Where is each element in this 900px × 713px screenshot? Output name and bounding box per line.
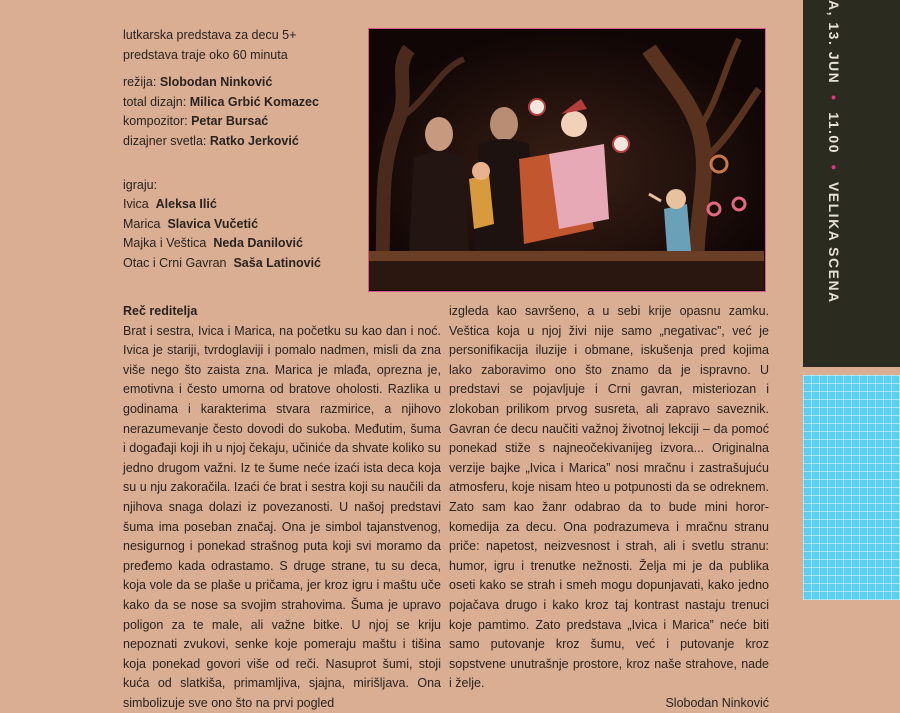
- cast-row-majka: [123, 234, 363, 254]
- crew-role: režija:: [123, 75, 157, 90]
- event-venue: VELIKA SCENA: [826, 181, 842, 304]
- article-heading: Reč reditelja: [123, 304, 198, 318]
- article-column-left: [123, 302, 441, 713]
- crew-row-lighting: [123, 132, 363, 152]
- puppet-stage-illustration: [369, 29, 764, 290]
- age-line: lutkarska predstava za decu 5+: [123, 28, 297, 42]
- cast-row-otac: [123, 254, 363, 274]
- vertical-event-info: [820, 0, 842, 360]
- cast-role: Marica: [123, 216, 161, 231]
- crew-name: Milica Grbić Komazec: [189, 94, 319, 109]
- cast-row-ivica: [123, 195, 363, 215]
- separator-dot: •: [826, 89, 842, 107]
- crew-name: Slobodan Ninković: [159, 75, 273, 90]
- cast-name: Aleksa Ilić: [155, 197, 217, 212]
- cast-role: Ivica: [123, 197, 149, 212]
- cast-name: Neda Danilović: [213, 236, 303, 251]
- cast-role: Otac i Crni Gavran: [123, 255, 227, 270]
- crew-role: total dizajn:: [123, 94, 187, 109]
- crew-name: Petar Bursać: [191, 114, 269, 129]
- article-column-right: [449, 302, 769, 713]
- credits-block: [123, 26, 363, 274]
- event-time: 11.00: [826, 112, 842, 154]
- cast-row-marica: [123, 215, 363, 235]
- crew-row-design: [123, 93, 363, 113]
- cast-name: Slavica Vučetić: [167, 216, 259, 231]
- stage-photo: [368, 28, 766, 292]
- cast-role: Majka i Veštica: [123, 236, 207, 251]
- cast-name: Saša Latinović: [233, 255, 322, 270]
- crew-role: kompozitor:: [123, 114, 188, 129]
- crew-role: dizajner svetla:: [123, 133, 207, 148]
- crew-row-director: [123, 73, 363, 93]
- cast-label: igraju:: [123, 177, 158, 192]
- duration-line: predstava traje oko 60 minuta: [123, 47, 288, 62]
- separator-dot: •: [826, 159, 842, 177]
- crew-name: Ratko Jerković: [209, 133, 299, 148]
- article-text-right: izgleda kao savršeno, a u sebi krije opasnu zamku. Veštica koja u njoj živi nije samo „negativac”, već je personifikacija iluzije i obmane, iskušenja pred kojima lako zaboravimo ono što znamo da je ispravno. U predstavi se pojavljuje i Crni gavran, misteriozan i zlokoban prilikom prvog susreta, ali zapravo saveznik. Gavran će decu naučiti važnoj životnoj lekciji – da pomoć ponekad stiže s najneočekivanijeg izvora... Originalna verzije bajke „Ivica i Marica” nosi mračnu i zastrašujuću atmosferu, koje nisam hteo u potpunosti da se odreknem. Zato sam kao žanr odabrao da to bude mini horor-komedija za decu. Ona podrazumeva i mračnu stranu priče: napetost, neizvesnost i strah, ali i svetlu stranu: humor, igru i trenutke nežnosti. Želja mi je da publika oseti kako se strah i smeh mogu dopunjavati, kako jedno pojačava drugo i kako kroz taj kontrast nastaju trenuci koje pamtimo. Zato predstava „Ivica i Marica” neće biti samo putovanje kroz šumu, već i putovanje kroz sopstvene unutrašnje prostore, kroz naše strahove, nade i želje.: [449, 304, 769, 691]
- event-date: A, 13. JUN: [826, 0, 842, 85]
- article-signature: Slobodan Ninković: [665, 695, 769, 710]
- side-strip-dark: [803, 0, 900, 367]
- crew-row-composer: [123, 112, 363, 132]
- side-strip-blue-grid: [803, 375, 900, 600]
- article-text-left: Brat i sestra, Ivica i Marica, na početku su kao dan i noć. Ivica je stariji, tvrdoglaviji i pomalo nadmen, misli da zna više nego što zaista zna. Marica je mlađa, oprezna je, emotivna i često umorna od bratove oholosti. Razlika u godinama i karakterima stvara razmirice, a njihovo nerazumevanje često dovodi do sukoba. Međutim, šuma i događaji koji ih u njoj čekaju, učiniće da shvate koliko su jedno drugom važni. Iz te šume neće izaći ista deca koja su u nju zakoračila. Izaći će brat i sestra koji su naučili da njihova snaga dolazi iz povezanosti. U našoj predstavi šuma ima poseban značaj. Ona je simbol tajanstvenog, nesigurnog i ponekad strašnog puta koji svi moramo da pređemo kada odrastamo. S druge strane, tu su deca, koja vole da se plaše u pričama, jer kroz igru i maštu uče kako da se nose sa svojim strahovima. Šuma je upravo poligon za te male, ali važne bitke. U njoj se kriju nepoznati zvukovi, senke koje pomeraju maštu i tišina koja ponekad govori više od reči. Nasuprot šumi, stoji kuća od slatkiša, primamljiva, sjajna, mirišljava. Ona simbolizuje sve ono što na prvi pogled: [123, 323, 441, 710]
